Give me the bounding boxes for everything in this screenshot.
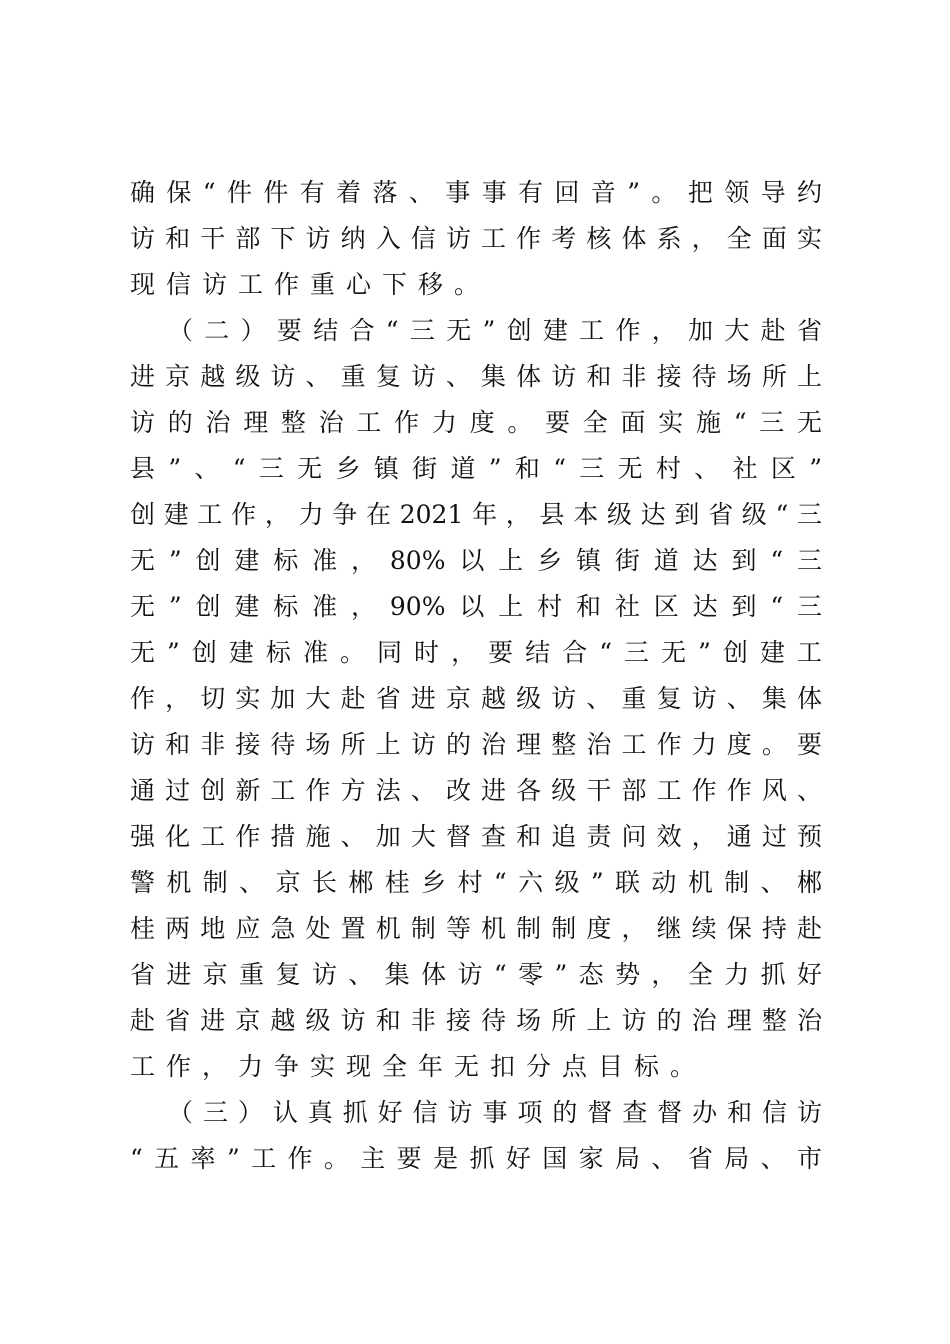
text-line: 赴省进京越级访和非接待场所上访的治理整治 [130,1006,822,1035]
text-line: 无”创建标准，90%以上村和社区达到“三 [130,592,822,621]
text-line: 访的治理整治工作力度。要全面实施“三无 [130,408,822,437]
text-line: 确保“件件有着落、事事有回音”。把领导约 [130,178,822,207]
paragraph-heading-line: （二）要结合“三无”创建工作，加大赴省 [168,316,822,345]
text-line: 工作，力争实现全年无扣分点目标。 [130,1052,707,1081]
text-line: 警机制、京长郴桂乡村“六级”联动机制、郴 [130,868,822,897]
body-text [130,170,822,1182]
text-line: 无”创建标准，80%以上乡镇街道达到“三 [130,546,822,575]
text-line: 强化工作措施、加大督查和追责问效，通过预 [130,822,822,851]
text-line: 县”、“三无乡镇街道”和“三无村、社区” [130,454,822,483]
text-line: 桂两地应急处置机制等机制制度，继续保持赴 [130,914,822,943]
text-line: 访和干部下访纳入信访工作考核体系，全面实 [130,224,822,253]
text-line: 无”创建标准。同时，要结合“三无”创建工 [130,638,822,667]
text-line: “五率”工作。主要是抓好国家局、省局、市 [130,1144,822,1173]
text-line: 作，切实加大赴省进京越级访、重复访、集体 [130,684,822,713]
text-line: 通过创新工作方法、改进各级干部工作作风、 [130,776,822,805]
paragraph-heading-line: （三）认真抓好信访事项的督查督办和信访 [168,1098,822,1127]
text-line: 创建工作，力争在2021年，县本级达到省级“三 [130,500,822,529]
text-line: 现信访工作重心下移。 [130,270,491,299]
text-line: 省进京重复访、集体访“零”态势，全力抓好 [130,960,822,989]
text-line: 访和非接待场所上访的治理整治工作力度。要 [130,730,822,759]
text-line: 进京越级访、重复访、集体访和非接待场所上 [130,362,822,391]
